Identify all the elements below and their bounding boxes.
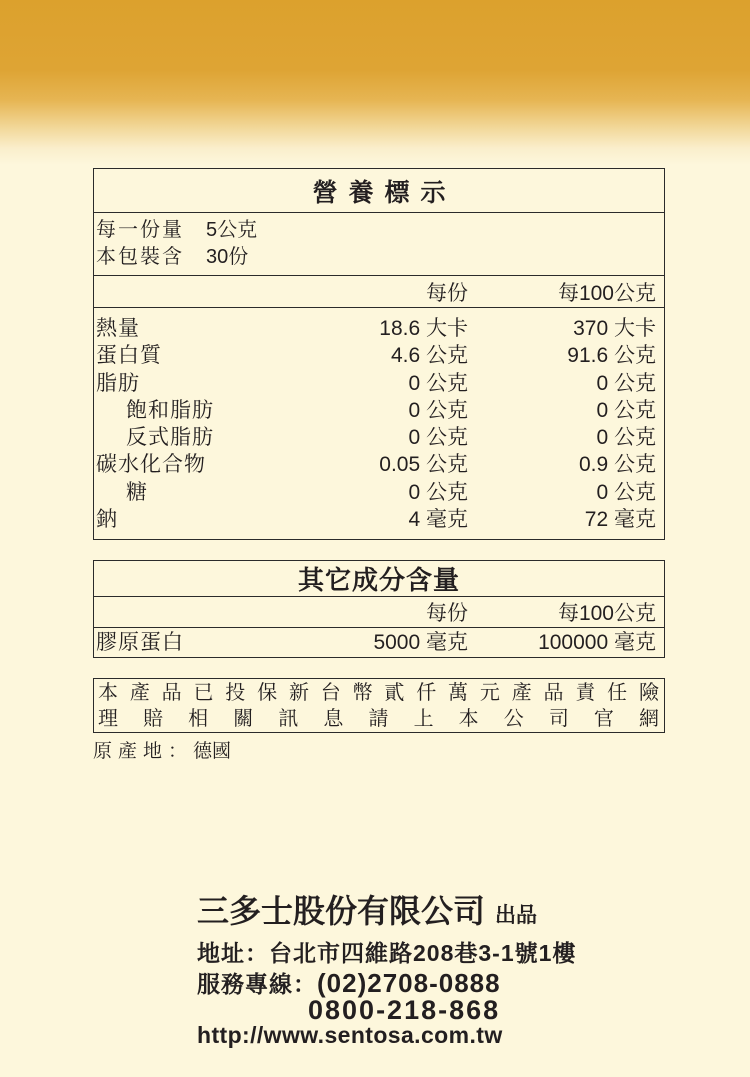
hotline-number-1: (02)2708-0888 (317, 968, 501, 998)
nutrient-name: 糖 (126, 480, 148, 504)
nutrition-title: 營養標示 (94, 169, 664, 213)
column-header-per-100g: 每100公克 (557, 281, 656, 305)
nutrient-row (94, 370, 664, 397)
per-serving-value: 5000 毫克 (373, 631, 468, 654)
per-serving-value: 0.05 公克 (379, 453, 468, 477)
company-name: 三多士股份有限公司 (197, 893, 486, 929)
per-100g-value: 0 公克 (596, 371, 656, 395)
company-address: 地址：台北市四維路208巷3-1號1樓 (197, 940, 577, 966)
column-header-per-100g: 每100公克 (557, 602, 656, 625)
company-name-line (197, 890, 537, 932)
insurance-line-1: 本產品已投保新台幣貳仟萬元產品責任險 (98, 682, 659, 704)
nutrient-subrow (94, 397, 664, 424)
header-band (0, 0, 750, 165)
per-100g-value: 0.9 公克 (578, 453, 656, 477)
per-100g-value: 72 毫克 (584, 507, 656, 531)
origin-label: 原產地： (93, 741, 194, 762)
column-header-per-serving: 每份 (426, 281, 468, 305)
nutrient-name: 蛋白質 (96, 344, 162, 368)
other-ingredients-title: 其它成分含量 (94, 561, 664, 597)
hotline-label: 服務專線： (197, 971, 317, 997)
insurance-notice (93, 678, 665, 733)
hotline-number-2: 0800-218-868 (308, 995, 501, 1025)
per-100g-value: 91.6 公克 (567, 344, 656, 368)
nutrient-row (94, 451, 664, 478)
nutrient-name: 脂肪 (96, 371, 140, 395)
other-ingredients-table (93, 560, 665, 658)
per-100g-value: 0 公克 (596, 480, 656, 504)
nutrient-row (94, 315, 664, 342)
serving-size-value: 5公克 (206, 219, 258, 241)
per-100g-value: 0 公克 (596, 426, 656, 449)
per-serving-value: 0 公克 (408, 480, 468, 504)
column-header-per-serving: 每份 (426, 602, 468, 625)
nutrient-name: 飽和脂肪 (126, 398, 214, 422)
per-serving-value: 0 公克 (408, 426, 468, 449)
nutrient-name: 熱量 (96, 317, 140, 340)
column-header-row (94, 597, 664, 628)
company-website: http://www.sentosa.com.tw (197, 1022, 503, 1048)
per-serving-value: 0 公克 (408, 398, 468, 422)
serving-size-line (96, 217, 664, 244)
nutrient-name: 反式脂肪 (126, 426, 214, 449)
servings-per-pack-line (96, 244, 664, 271)
nutrient-name: 鈉 (96, 507, 118, 531)
servings-value: 30份 (206, 246, 249, 268)
per-100g-value: 0 公克 (596, 398, 656, 422)
origin-value: 德國 (193, 741, 232, 762)
servings-label: 本包裝含 (96, 246, 184, 268)
per-100g-value: 370 大卡 (573, 317, 656, 340)
per-100g-value: 100000 毫克 (538, 631, 656, 654)
nutrient-row (94, 506, 664, 533)
column-header-row (94, 276, 664, 308)
serving-size-label: 每一份量 (96, 219, 184, 241)
insurance-line-2: 理賠相關訊息請上本公司官網 (98, 708, 659, 730)
per-serving-value: 4 毫克 (408, 507, 468, 531)
serving-info (94, 213, 664, 276)
nutrient-subrow (94, 424, 664, 451)
nutrient-rows (94, 308, 664, 539)
per-serving-value: 0 公克 (408, 371, 468, 395)
nutrient-name: 碳水化合物 (96, 453, 206, 477)
ingredient-row (94, 628, 664, 657)
nutrient-subrow (94, 479, 664, 506)
ingredient-name: 膠原蛋白 (96, 631, 184, 654)
per-serving-value: 4.6 公克 (390, 344, 468, 368)
company-suffix: 出品 (495, 904, 538, 927)
nutrition-facts-table (93, 168, 665, 540)
per-serving-value: 18.6 大卡 (379, 317, 468, 340)
country-of-origin (93, 740, 231, 764)
nutrient-row (94, 342, 664, 369)
